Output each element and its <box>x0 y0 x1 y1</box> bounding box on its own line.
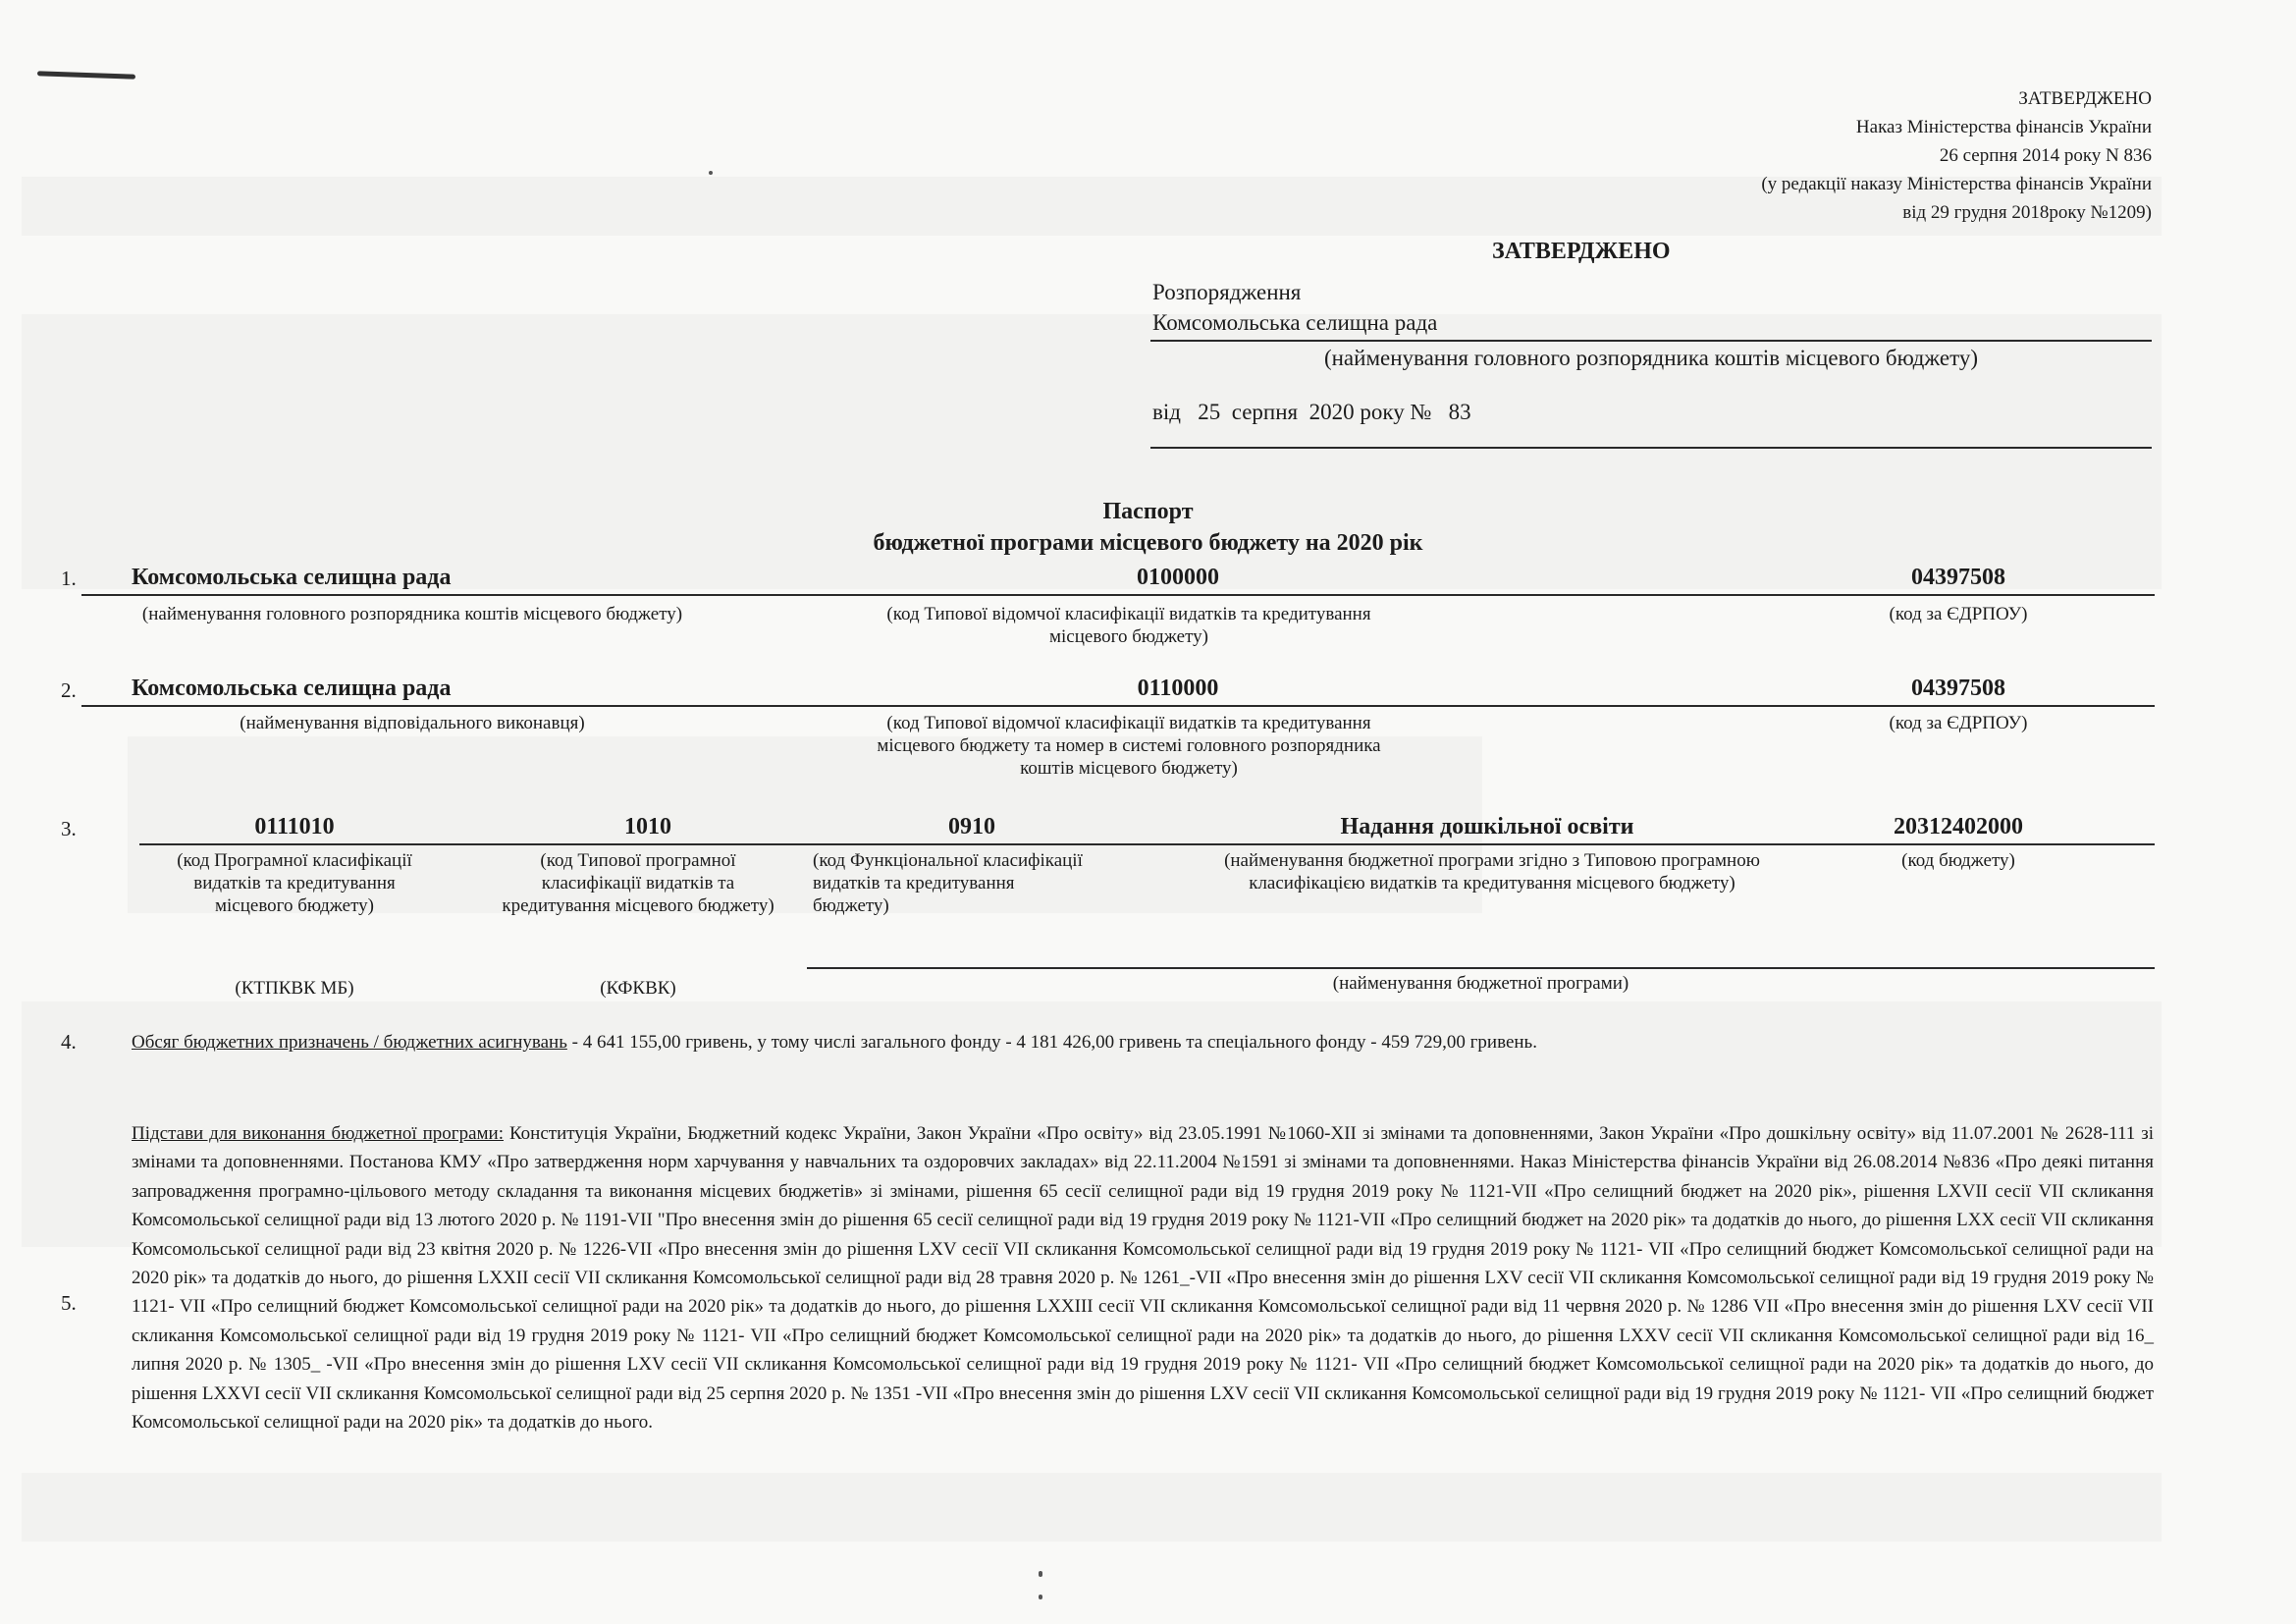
scan-bleed-5 <box>22 1473 2162 1542</box>
approval-header <box>1465 84 2152 227</box>
approval-org-name: Комсомольська селищна рада <box>1152 310 1438 335</box>
approval-org-underline <box>1150 340 2152 342</box>
section1-edrpou: 04397508 <box>1911 565 2005 590</box>
section2-code: 0110000 <box>1137 676 1219 701</box>
section1-underline <box>81 594 2155 596</box>
section3-caption-kfkvk <box>471 849 805 917</box>
section3-number: 3. <box>61 817 77 840</box>
section2-edrpou-caption: (код за ЄДРПОУ) <box>1889 713 2028 733</box>
section3-abbr-program: (найменування бюджетної програми) <box>1332 973 1629 994</box>
section4-label: Обсяг бюджетних призначень / бюджетних асигнувань <box>132 1032 567 1053</box>
section3-budget-code: 20312402000 <box>1894 814 2023 839</box>
pen-mark <box>37 71 135 79</box>
section5-body: Конституція України, Бюджетний кодекс України, Закон України «Про освіту» від 23.05.1991 №1060-ХІІ зі змінами та доповненнями, Закон України «Про дошкільну освіту» від 11.07.2001 № 2628-111 зі змінами та доповненнями. Постанова КМУ «Про затвердження норм харчування у навчальних та оздоровчих закладах» від 22.11.2004 №1591 зі змінами та доповненнями. Наказ Міністерства фінансів України від 26.08.2014 №836 «Про деякі питання запровадження програмно-цільового методу складання та виконання місцевих бюджетів» зі змінами, рішення 65 сесії селищної ради від 19 грудня 2019 року № 1121-VII «Про селищний бюджет на 2020 рік», рішення LXVII сесії VII скликання Комсомольської селищної ради від 13 лютого 2020 р. № 1191-VII "Про внесення змін до рішення 65 сесії селищної ради від 19 грудня 2019 року № 1121-VII «Про селищний бюджет на 2020 рік» та додатків до нього, до рішення LXX сесії VII скликання Комсомольської селищної ради від 23 квітня 2020 р. № 1226-VII «Про внесення змін до рішення LXV сесії VII скликання Комсомольської селищної ради від 19 грудня 2019 року № 1121- VII «Про селищний бюджет Комсомольської селищної ради на 2020 рік» та додатків до нього, до рішення LXXII сесії VII скликання Комсомольської селищної ради від 28 травня 2020 р. № 1261_-VII «Про внесення змін до рішення LXV сесії VII скликання Комсомольської селищної ради від 19 грудня 2019 року № 1121- VII «Про селищний бюджет Комсомольської селищної ради на 2020 рік» та додатків до нього, до рішення LXXIII сесії VII скликання Комсомольської селищної ради від 11 червня 2020 р. № 1286 VII «Про внесення змін до рішення LXV сесії VII скликання Комсомольської селищної ради від 19 грудня 2019 року № 1121- VII «Про селищний бюджет Комсомольської селищної ради на 2020 рік» та додатків до нього, до рішення LXXV сесії VII скликання Комсомольської селищної ради від 16_ липня 2020 р. № 1305_ -VII «Про внесення змін до рішення LXV сесії VII скликання Комсомольської селищної ради від 19 грудня 2019 року № 1121- VII «Про селищний бюджет Комсомольської селищної ради на 2020 рік» та додатків до нього, до рішення LXXVI сесії VII скликання Комсомольської селищної ради від 25 серпня 2020 р. № 1351 -VII «Про внесення змін до рішення LXV сесії VII скликання Комсомольської селищної ради від 19 грудня 2019 року № 1121- VII «Про селищний бюджет Комсомольської селищної ради на 2020 рік» та додатків до нього. <box>132 1123 2154 1434</box>
section3-cap3-3: бюджету) <box>813 895 889 916</box>
section3-caption-ktpkvk <box>137 849 452 917</box>
section3-cap2-3: кредитування місцевого бюджету) <box>502 895 774 916</box>
section3-cap2-1: (код Типової програмної <box>540 850 736 871</box>
approval-header-line3: (у редакції наказу Міністерства фінансів України <box>1761 174 2152 194</box>
section3-kfkvk: 1010 <box>624 814 671 839</box>
section2-code-caption-1: (код Типової відомчої класифікації видатків та кредитування <box>886 713 1371 733</box>
approval-org-caption: (найменування головного розпорядника коштів місцевого бюджету) <box>1323 346 1979 370</box>
approval-doc-type: Розпорядження <box>1152 280 1302 304</box>
section5-label: Підстави для виконання бюджетної програми: <box>132 1123 504 1144</box>
section3-cap1-1: (код Програмної класифікації <box>177 850 412 871</box>
section2-code-caption <box>805 712 1453 780</box>
title-line1: Паспорт <box>1102 499 1194 524</box>
section2-name-caption: (найменування відповідального виконавця) <box>240 713 585 733</box>
section2-number: 2. <box>61 678 77 702</box>
section3-cap1-2: видатків та кредитування <box>193 873 396 893</box>
section3-func: 0910 <box>948 814 995 839</box>
section4-text <box>132 1031 2154 1054</box>
section3-abbr-ktpkvk: (КТПКВК МБ) <box>235 978 354 999</box>
section3-program-name-underline <box>807 967 2155 969</box>
section5-number: 5. <box>61 1291 77 1315</box>
scan-speck-2 <box>1039 1571 1042 1577</box>
section1-name-caption: (найменування головного розпорядника коштів місцевого бюджету) <box>141 604 683 624</box>
section2-edrpou: 04397508 <box>1911 676 2005 701</box>
section2-name: Комсомольська селищна рада <box>132 676 452 701</box>
approval-header-line2: 26 серпня 2014 року N 836 <box>1939 145 2152 166</box>
section4-number: 4. <box>61 1030 77 1054</box>
approval-header-line4: від 29 грудня 2018року №1209) <box>1902 202 2152 223</box>
section3-caption-budget-code: (код бюджету) <box>1901 850 2015 871</box>
section3-underline <box>139 843 2155 845</box>
section3-caption-program <box>1148 849 1836 894</box>
approval-date-underline <box>1150 447 2152 449</box>
section3-cap4-2: класифікацією видатків та кредитування місцевого бюджету) <box>1249 873 1735 893</box>
section2-code-caption-2: місцевого бюджету та номер в системі головного розпорядника <box>877 735 1381 756</box>
approval-header-title: ЗАТВЕРДЖЕНО <box>2018 88 2152 109</box>
approval-block-title: ЗАТВЕРДЖЕНО <box>1492 239 1671 264</box>
approval-header-line1: Наказ Міністерства фінансів України <box>1855 117 2152 137</box>
section1-code: 0100000 <box>1137 565 1219 590</box>
scan-speck-3 <box>1039 1595 1042 1599</box>
section2-code-caption-3: коштів місцевого бюджету) <box>1020 758 1238 779</box>
page-title <box>0 496 2296 559</box>
section1-code-caption <box>805 603 1453 648</box>
section3-cap3-1: (код Функціональної класифікації <box>813 850 1083 871</box>
section3-cap1-3: місцевого бюджету) <box>214 895 374 916</box>
section3-cap3-2: видатків та кредитування <box>813 873 1015 893</box>
section1-code-caption-1: (код Типової відомчої класифікації видатків та кредитування <box>886 604 1371 624</box>
section1-code-caption-2: місцевого бюджету) <box>1048 626 1208 647</box>
section3-cap4-1: (найменування бюджетної програми згідно з Типовою програмною <box>1224 850 1760 871</box>
section3-caption-func <box>813 849 1147 917</box>
section5-text <box>132 1119 2154 1436</box>
section3-ktpkvk: 0111010 <box>254 814 335 839</box>
section1-edrpou-caption: (код за ЄДРПОУ) <box>1889 604 2028 624</box>
approval-date-line: від 25 серпня 2020 року № 83 <box>1152 400 1471 424</box>
section1-name: Комсомольська селищна рада <box>132 565 452 590</box>
section3-program-name: Надання дошкільної освіти <box>1340 814 1634 839</box>
scan-speck-1 <box>709 171 713 175</box>
section2-underline <box>81 705 2155 707</box>
section4-value: - 4 641 155,00 гривень, у тому числі загального фонду - 4 181 426,00 гривень та спеціального фонду - 459 729,00 гривень. <box>566 1032 1537 1053</box>
section1-number: 1. <box>61 567 77 590</box>
section3-cap2-2: класифікації видатків та <box>541 873 735 893</box>
section3-abbr-kfkvk: (КФКВК) <box>600 978 676 999</box>
title-line2: бюджетної програми місцевого бюджету на 2020 рік <box>873 530 1423 556</box>
